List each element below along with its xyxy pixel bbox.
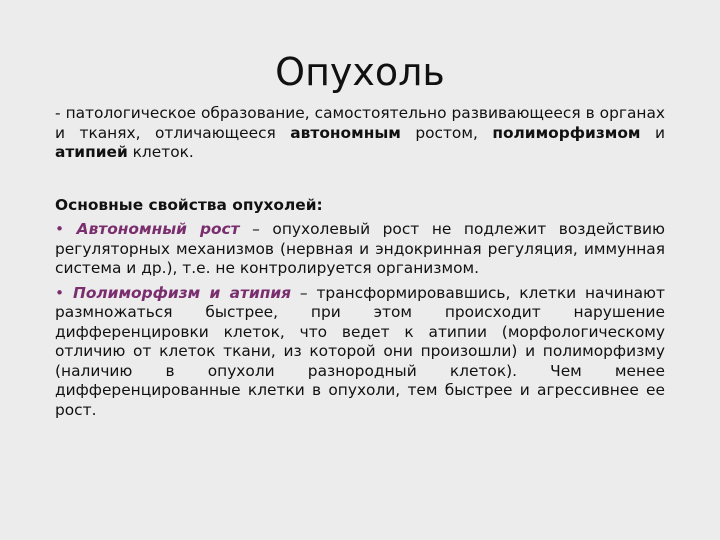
slide-content	[55, 104, 665, 425]
bullet-item-autonomous-growth	[55, 220, 665, 279]
bullet-text-polymorphism-atypia: – трансформировавшись, клетки начинают размножаться быстрее, при этом происходит нарушение дифференцировки клеток, что ведет к атипии (морфологическому отличию от клеток ткани, из которой они произошли) и полиморфизму (наличию в опухоли разнородный клеток). Чем менее дифференцированные клетки в опухоли, тем быстрее и агрессивнее ее рост.	[55, 283, 665, 419]
definition-text-2: ростом,	[400, 123, 493, 142]
bullet-marker: •	[55, 283, 65, 302]
properties-heading: Основные свойства опухолей:	[55, 195, 323, 214]
definition-bold-autonomous: автономным	[290, 123, 401, 142]
bullet-term-polymorphism-atypia: Полиморфизм и атипия	[72, 283, 292, 302]
bullet-item-polymorphism-atypia	[55, 284, 665, 421]
slide-title: Опухоль	[275, 50, 445, 94]
bullet-term-autonomous-growth: Автономный рост	[76, 220, 240, 238]
definition-paragraph	[55, 104, 665, 163]
definition-text-1: - патологическое образование, самостоятельно развивающееся в органах и тканях, отличающееся	[55, 104, 665, 142]
definition-bold-atypia: атипией	[55, 143, 128, 161]
bullet-marker: •	[55, 220, 65, 238]
definition-text-3: и	[640, 123, 665, 142]
bullet-text-autonomous-growth: – опухолевый рост не подлежит воздействию регуляторных механизмов (нервная и эндокринная регуляция, иммунная система и др.), т.е. не контролируется организмом.	[55, 220, 665, 277]
definition-bold-polymorphism: полиморфизмом	[492, 123, 641, 142]
definition-text-4: клеток.	[127, 143, 194, 161]
